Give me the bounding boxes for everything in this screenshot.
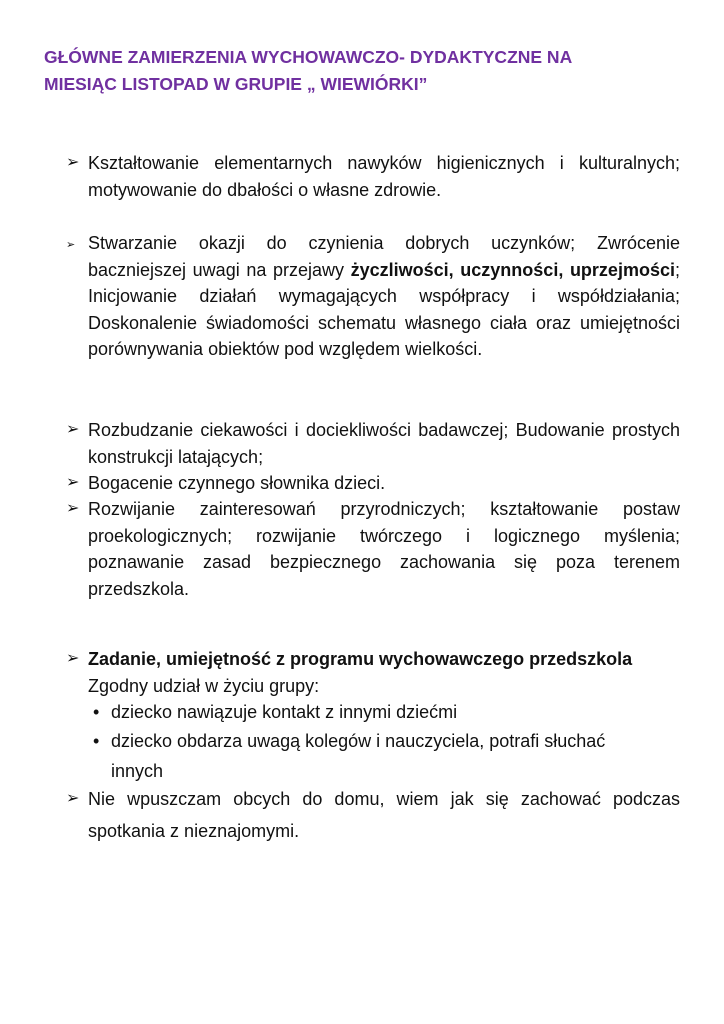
sub-list-item: • dziecko nawiązuje kontakt z innymi dziećmi	[111, 699, 658, 726]
list-item-text: Rozbudzanie ciekawości i dociekliwości badawczej; Budowanie prostych konstrukcji latających;	[88, 420, 680, 467]
list-item	[66, 150, 680, 203]
list-item-text: Rozwijanie zainteresowań przyrodniczych; kształtowanie postaw proekologicznych; rozwijanie twórczego i logicznego myślenia; poznawanie zasad bezpiecznego zachowania się poza terenem przedszkola.	[88, 499, 680, 599]
dot-bullet-icon: •	[93, 702, 100, 722]
title-line-1: GŁÓWNE ZAMIERZENIA WYCHOWAWCZO- DYDAKTYCZNE NA	[44, 47, 573, 67]
program-task-heading: Zadanie, umiejętność z programu wychowawczego przedszkola	[88, 649, 633, 669]
sub-list-item: • dziecko obdarza uwagą kolegów i nauczyciela, potrafi słuchać innych	[111, 726, 658, 786]
list-item-text: Stwarzanie okazji do czynienia dobrych uczynków; Zwrócenie baczniejszej uwagi na przejawy życzliwości, uczynności, uprzejmości; Inicjowanie działań wymagających współpracy i współdziałania; Doskonalenie świadomości schematu własnego ciała oraz umiejętności porównywania obiektów pod względem wielkości.	[88, 233, 680, 359]
list-item	[66, 646, 680, 786]
list-item-text: Kształtowanie elementarnych nawyków higienicznych i kulturalnych; motywowanie do dbałości o własne zdrowie.	[88, 153, 680, 200]
list-item	[66, 496, 680, 602]
list-item	[66, 417, 680, 470]
list-item	[66, 230, 680, 363]
list-item-text: Bogacenie czynnego słownika dzieci.	[88, 473, 386, 493]
arrow-bullet-icon: ➢	[66, 500, 80, 517]
arrow-bullet-icon: ➢	[66, 239, 76, 251]
arrow-bullet-icon: ➢	[66, 421, 80, 438]
arrow-bullet-icon: ➢	[66, 474, 80, 491]
program-task-subheading: Zgodny udział w życiu grupy:	[88, 675, 320, 696]
bold-values: życzliwości, uczynności, uprzejmości	[350, 259, 675, 280]
list-item	[66, 470, 680, 497]
list-item	[66, 783, 680, 847]
page-title	[44, 44, 684, 98]
arrow-bullet-icon: ➢	[66, 790, 80, 807]
title-line-2: MIESIĄC LISTOPAD W GRUPIE „ WIEWIÓRKI”	[44, 74, 428, 94]
list-item-text: Nie wpuszczam obcych do domu, wiem jak się zachować podczas spotkania z nieznajomymi.	[88, 789, 680, 841]
arrow-bullet-icon: ➢	[66, 650, 80, 667]
arrow-bullet-icon: ➢	[66, 154, 80, 171]
dot-bullet-icon: •	[93, 730, 100, 751]
